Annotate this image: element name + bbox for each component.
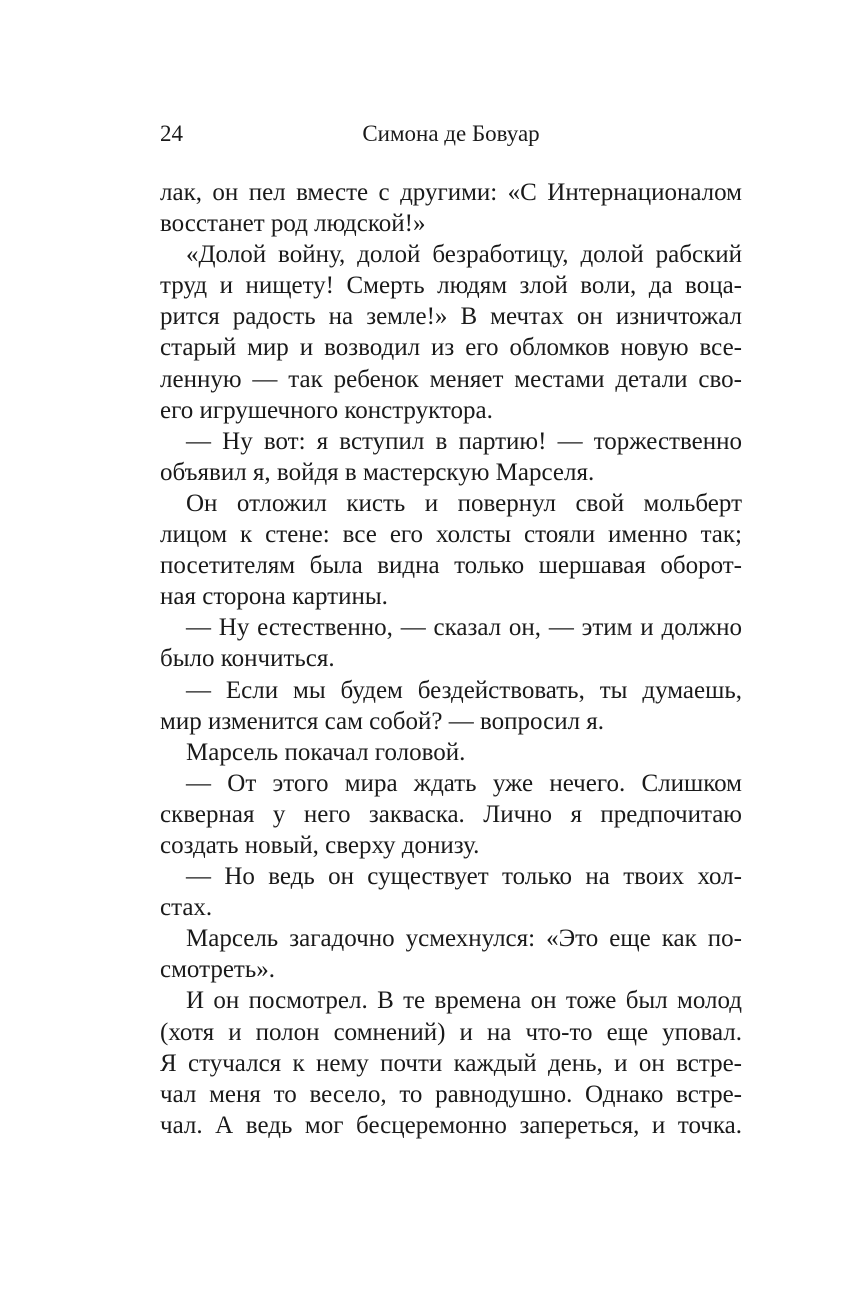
text-line: смотреть». — [160, 956, 275, 984]
text-line: восстанет род людской!» — [160, 210, 426, 238]
running-head — [160, 117, 742, 151]
text-line: Он отложил кисть и повернул свой мольберт — [186, 489, 742, 517]
text-line: И он посмотрел. В те времена он тоже был молод — [186, 987, 742, 1015]
body-text — [160, 177, 742, 1141]
page-number: 24 — [160, 121, 183, 146]
text-line: ная сторона картины. — [160, 583, 388, 611]
text-line: — От этого мира ждать уже нечего. Слишком — [186, 769, 742, 797]
text-line: (хотя и полон сомнений) и на что-то еще уповал. — [160, 1018, 742, 1046]
text-line: ленную — так ребенок меняет местами детали сво- — [160, 365, 742, 393]
text-line: создать новый, сверху донизу. — [160, 831, 480, 859]
text-line: Марсель покачал головой. — [186, 738, 466, 766]
text-line: старый мир и возводил из его обломков новую все- — [160, 334, 742, 362]
text-line: скверная у него закваска. Лично я предпочитаю — [160, 800, 742, 828]
text-line: Я стучался к нему почти каждый день, и он встре- — [160, 1049, 742, 1077]
text-line: чал меня то весело, то равнодушно. Однако встре- — [160, 1080, 742, 1108]
text-line: чал. А ведь мог бесцеремонно запереться, и точка. — [160, 1111, 742, 1139]
text-line: рится радость на земле!» В мечтах он изничтожал — [160, 303, 742, 331]
text-line: — Если мы будем бездействовать, ты думаешь, — [186, 676, 742, 704]
text-line: труд и нищету! Смерть людям злой воли, да воца- — [160, 272, 742, 300]
text-line: стах. — [160, 894, 213, 922]
text-line: лицом к стене: все его холсты стояли именно так; — [160, 521, 742, 549]
text-line: его игрушечного конструктора. — [160, 396, 493, 424]
text-line: — Но ведь он существует только на твоих хол- — [186, 863, 742, 891]
text-line: было кончиться. — [160, 645, 335, 673]
text-line: — Ну естественно, — сказал он, — этим и должно — [186, 614, 742, 642]
text-line: Марсель загадочно усмехнулся: «Это еще как по- — [186, 925, 742, 953]
text-line: «Долой войну, долой безработицу, долой рабский — [186, 241, 742, 269]
text-line: — Ну вот: я вступил в партию! — торжественно — [186, 427, 742, 455]
text-line: объявил я, войдя в мастерскую Марселя. — [160, 458, 595, 486]
running-title: Симона де Бовуар — [362, 121, 540, 146]
text-line: лак, он пел вместе с другими: «С Интернационалом — [160, 179, 742, 206]
text-line: мир изменится сам собой? — вопросил я. — [160, 707, 605, 735]
text-line: посетителям была видна только шершавая оборот- — [160, 552, 742, 580]
